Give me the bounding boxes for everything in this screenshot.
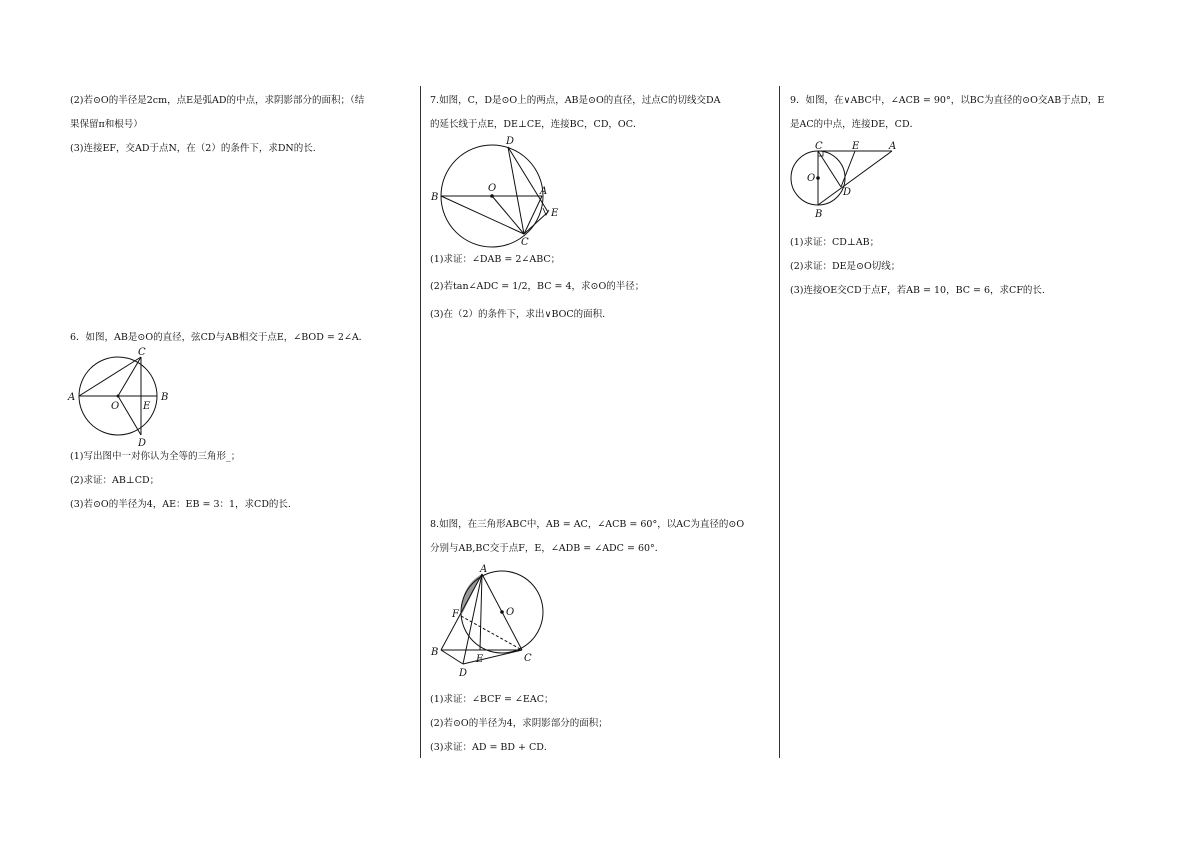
q5-part2-line1: (2)若⊙O的半径是2cm，点E是弧AD的中点，求阴影部分的面积；（结 [70, 95, 365, 106]
q6-label-o: O [111, 401, 120, 412]
q6-label-d: D [138, 438, 147, 449]
column-2 [430, 86, 770, 757]
q7-figure [431, 136, 562, 248]
q5-part2-line2: 果保留π和根号） [70, 119, 143, 130]
q6-label-e: E [143, 401, 151, 412]
q7-stem-line2: 的延长线于点E，DE⊥CE，连接BC，CD，OC． [430, 119, 643, 130]
q6-part1: (1)写出图中一对你认为全等的三角形_； [70, 451, 241, 462]
q7-label-c: C [521, 237, 529, 248]
q9-center-dot [816, 176, 820, 180]
column-divider-1 [420, 86, 421, 758]
q8-part3: (3)求证：AD = BD + CD． [430, 742, 554, 753]
q9-label-b: B [815, 209, 823, 220]
q6-figure [68, 347, 184, 449]
q6-part3: (3)若⊙O的半径为4，AE：EB = 3：1，求CD的长. [70, 499, 291, 510]
q7-label-a: A [540, 186, 548, 197]
q6-stem: 6．如图，AB是⊙O的直径，弦CD与AB相交于点E，∠BOD = 2∠A． [70, 332, 369, 343]
q6-label-c: C [138, 347, 146, 358]
q8-label-e: E [476, 654, 484, 665]
q8-segment-bd [441, 650, 463, 664]
q6-segment-od [118, 396, 141, 435]
q9-label-c: C [815, 141, 823, 152]
q7-part2: (2)若tan∠ADC = 1/2，BC = 4，求⊙O的半径； [430, 281, 645, 292]
q6-label-b: B [161, 392, 169, 403]
q9-label-e: E [852, 141, 860, 152]
q8-center-dot [500, 610, 504, 614]
q6-label-a: A [68, 392, 76, 403]
q8-label-c: C [524, 653, 532, 664]
q9-label-d: D [843, 187, 852, 198]
column-1 [70, 86, 415, 757]
q8-label-a: A [480, 564, 488, 575]
q8-segment-ae [480, 574, 482, 650]
q7-label-b: B [431, 192, 439, 203]
q9-label-o: O [807, 173, 816, 184]
q8-label-b: B [431, 647, 439, 658]
q7-label-d: D [506, 136, 515, 147]
q7-part1: (1)求证：∠DAB = 2∠ABC； [430, 254, 561, 265]
q6-segment-oc [118, 357, 141, 396]
q7-segment-bc [441, 196, 524, 234]
q8-figure [431, 564, 562, 679]
q9-stem-line1: 9．如图，在∨ABC中，∠ACB = 90°，以BC为直径的⊙O交AB于点D，E [790, 95, 1105, 106]
q7-tangent-ce [524, 212, 548, 234]
q8-label-o: O [506, 607, 515, 618]
q9-label-a: A [889, 141, 897, 152]
q8-label-f: F [452, 609, 459, 620]
q7-part3: (3)在（2）的条件下，求出∨BOC的面积. [430, 309, 606, 320]
q8-stem-line1: 8.如图，在三角形ABC中，AB = AC，∠ACB = 60°，以AC为直径的⊙O [430, 519, 745, 530]
q8-part1: (1)求证：∠BCF = ∠EAC； [430, 694, 554, 705]
q8-segment-ab [441, 574, 482, 650]
column-3 [790, 86, 1135, 757]
q9-figure [792, 140, 912, 222]
q7-segment-oc [492, 196, 524, 234]
q7-label-e: E [551, 208, 559, 219]
q9-part2: (2)求证：DE是⊙O切线； [790, 261, 901, 272]
q6-part2: (2)求证：AB⊥CD； [70, 475, 160, 486]
q9-stem-line2: 是AC的中点，连接DE，CD． [790, 119, 920, 130]
q5-part3: (3)连接EF，交AD于点N，在（2）的条件下，求DN的长. [70, 143, 316, 154]
q9-part1: (1)求证：CD⊥AB； [790, 237, 880, 248]
q9-segment-ba [818, 151, 892, 205]
q7-stem-line1: 7.如图，C，D是⊙O上的两点，AB是⊙O的直径，过点C的切线交DA [430, 95, 721, 106]
q7-label-o: O [488, 183, 497, 194]
q8-label-d: D [459, 668, 468, 679]
q7-center-dot [490, 194, 494, 198]
q6-center-dot [117, 395, 120, 398]
q8-stem-line2: 分别与AB,BC交于点F，E，∠ADB = ∠ADC = 60°． [430, 543, 665, 554]
q8-part2: (2)若⊙O的半径为4，求阴影部分的面积； [430, 718, 608, 729]
q9-part3: (3)连接OE交CD于点F，若AB = 10，BC = 6，求CF的长. [790, 285, 1045, 296]
column-divider-2 [779, 86, 780, 758]
q6-segment-ac [79, 357, 141, 396]
